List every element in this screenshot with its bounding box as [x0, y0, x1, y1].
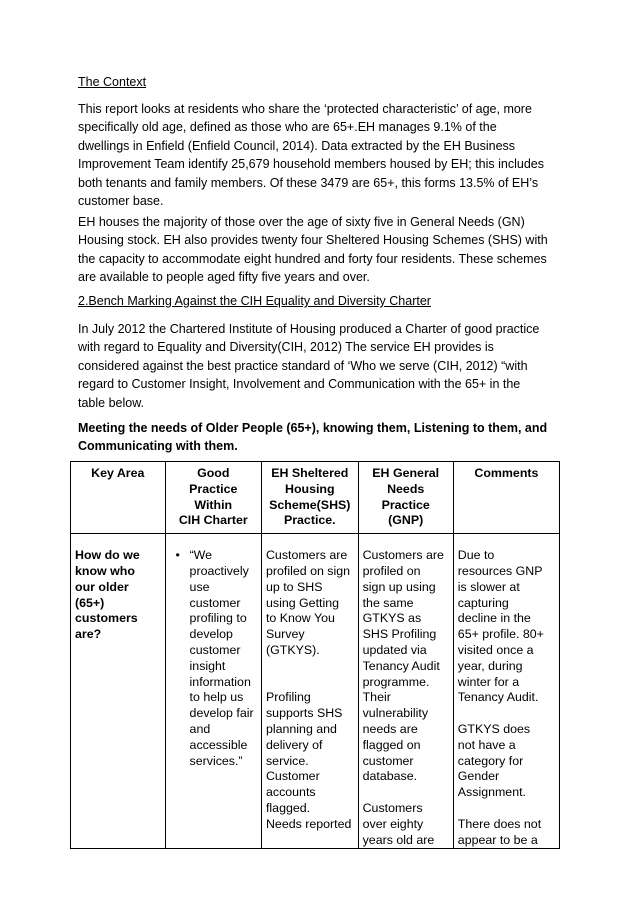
header-eh-general: [358, 462, 453, 534]
cell-line: know who: [75, 563, 135, 578]
cell-line: proactively: [189, 563, 249, 578]
cell-line: Gender: [457, 769, 500, 784]
cell-line: our older: [75, 579, 129, 594]
cell-line: to Know You: [265, 611, 335, 626]
cell-line: customers: [75, 611, 138, 626]
text-line: Meeting the needs of Older People (65+), knowing them, Listening to them, and: [78, 421, 548, 435]
cell-line: sign up using: [362, 579, 436, 594]
cell-good-practice: [165, 534, 261, 849]
cell-line: accessible: [189, 737, 248, 752]
section2-heading: 2.Bench Marking Against the CIH Equality and Diversity Charter: [78, 294, 431, 308]
header-line: EH Sheltered: [271, 466, 349, 480]
cell-comments: [453, 534, 559, 849]
cell-line: updated via: [362, 642, 427, 657]
cell-line: database.: [362, 769, 418, 784]
cell-line: SHS Profiling: [362, 627, 437, 642]
text-line: In July 2012 the Chartered Institute of Housing produced a Charter of good practice: [78, 322, 540, 336]
cell-line: not have a: [457, 737, 516, 752]
text-line: customer base.: [78, 194, 164, 209]
cell-line: Customer: [265, 769, 320, 784]
context-heading: The Context: [78, 75, 147, 89]
text-line: Communicating with them.: [78, 439, 238, 453]
header-line: EH General: [372, 466, 440, 480]
cell-line: Customers are: [265, 548, 348, 563]
header-line: Within: [194, 497, 233, 512]
paragraph-charter: [78, 320, 568, 412]
cell-line: using Getting: [265, 595, 339, 610]
cell-line: over eighty: [362, 816, 424, 831]
cell-line: There does not: [457, 816, 542, 831]
cell-line: to help us: [189, 690, 244, 705]
cell-line: services.”: [189, 753, 243, 768]
cell-line: decline in the: [457, 611, 531, 626]
text-line: This report looks at residents who share the ‘protected characteristic’ of age, more: [78, 102, 532, 116]
text-line: the capacity to accommodate eight hundred and forty four residents. These schemes: [78, 251, 547, 266]
cell-line: category for: [457, 753, 524, 768]
text-line: considered against the best practice standard of ‘Who we serve (CIH, 2012) “with: [78, 358, 528, 373]
header-eh-sheltered: [261, 462, 358, 534]
cell-line: customer: [189, 642, 241, 657]
cell-shs-practice: [261, 534, 358, 849]
cell-line: and: [189, 721, 211, 736]
header-line: Key Area: [91, 466, 145, 480]
header-line: Practice: [189, 481, 238, 496]
text-line: EH houses the majority of those over the age of sixty five in General Needs (GN): [78, 215, 525, 229]
cell-line: winter for a: [457, 674, 520, 689]
cell-line: supports SHS: [265, 706, 343, 721]
cell-line: “We: [189, 548, 213, 563]
cell-line: Their: [362, 690, 391, 705]
cell-line: Customers: [362, 800, 423, 815]
cell-line: is slower at: [457, 579, 520, 594]
cell-line: resources GNP: [457, 563, 543, 578]
blank-line: [458, 706, 555, 722]
cell-line: appear to be a: [457, 832, 538, 847]
cell-line: years old are: [362, 832, 435, 847]
cell-line: profiled on: [362, 563, 421, 578]
text-line: Improvement Team identify 25,679 household members housed by EH; this includes: [78, 157, 544, 172]
cell-line: GTKYS as: [362, 611, 422, 626]
cell-line: 65+ profile. 80+: [457, 627, 544, 642]
blank-line: [458, 801, 555, 817]
table-header-row: [71, 462, 560, 534]
cell-line: customer: [189, 595, 241, 610]
header-good-practice: [165, 462, 261, 534]
cell-line: Tenancy Audit: [362, 658, 440, 673]
cell-line: (GTKYS).: [265, 642, 320, 657]
cell-line: visited once a: [457, 642, 534, 657]
paragraph-context: [78, 100, 568, 210]
cell-line: profiling to: [189, 611, 247, 626]
header-line: Scheme(SHS): [269, 497, 351, 512]
cell-line: Profiling: [265, 690, 311, 705]
cell-gnp-practice: [358, 534, 453, 849]
cell-key-area: [71, 534, 166, 849]
cell-line: flagged on: [362, 737, 421, 752]
cell-line: delivery of: [265, 737, 323, 752]
cell-line: vulnerability: [362, 706, 429, 721]
cell-line: year, during: [457, 658, 523, 673]
header-line: CIH Charter: [178, 513, 248, 528]
cell-line: Tenancy Audit.: [457, 690, 539, 705]
cell-line: the same: [362, 595, 414, 610]
header-line: Housing: [285, 481, 335, 496]
bullet-item: [170, 548, 257, 769]
blank-line: [363, 785, 449, 801]
cell-line: flagged.: [265, 800, 311, 815]
header-line: Practice: [381, 497, 430, 512]
cell-line: service.: [265, 753, 309, 768]
cell-line: use: [189, 579, 210, 594]
text-line: Housing stock. EH also provides twenty four Sheltered Housing Schemes (SHS) with: [78, 233, 548, 248]
bullet-glyph: •: [175, 548, 180, 563]
cell-line: Survey: [265, 627, 305, 642]
cell-line: (65+): [75, 595, 105, 610]
bullet-text: [190, 548, 257, 769]
text-line: dwellings in Enfield (Enfield Council, 2014). Data extracted by the EH Business: [78, 138, 516, 153]
paragraph-housing: [78, 213, 568, 287]
cell-line: programme.: [362, 674, 430, 689]
cell-line: How do we: [75, 548, 140, 563]
text-line: both tenants and family members. Of these 3479 are 65+, this forms 13.5% of EH’s: [78, 175, 539, 190]
cell-line: GTKYS does: [457, 721, 531, 736]
cell-line: Needs reported: [265, 816, 352, 831]
cell-line: are?: [75, 627, 102, 642]
header-comments: [453, 462, 559, 534]
blank-line: [266, 659, 354, 675]
cell-line: information: [189, 674, 251, 689]
header-line: Practice.: [283, 513, 336, 528]
table-title: [78, 419, 568, 455]
text-line: regard to Customer Insight, Involvement and Communication with the 65+ in the: [78, 377, 521, 392]
text-line: table below.: [78, 395, 145, 410]
cell-line: profiled on sign: [265, 563, 351, 578]
header-line: (GNP): [388, 513, 424, 528]
cell-line: Due to: [457, 548, 495, 563]
cell-line: develop: [189, 627, 233, 642]
cell-line: capturing: [457, 595, 509, 610]
cell-line: Customers are: [362, 548, 444, 563]
header-line: Good: [197, 466, 230, 480]
header-line: Comments: [474, 466, 539, 480]
text-line: with regard to Equality and Diversity(CIH, 2012) The service EH provides is: [78, 340, 494, 355]
charter-table: [70, 461, 560, 849]
header-line: Needs: [387, 481, 425, 496]
table-row: [71, 534, 560, 849]
text-line: are available to people aged fifty five years and over.: [78, 270, 370, 285]
cell-line: up to SHS: [265, 579, 323, 594]
cell-line: Assignment.: [457, 785, 526, 800]
cell-line: needs are: [362, 721, 418, 736]
cell-line: develop fair: [189, 706, 254, 721]
blank-line: [266, 675, 354, 691]
cell-line: accounts: [265, 785, 316, 800]
cell-line: insight: [189, 658, 226, 673]
cell-line: customer: [362, 753, 414, 768]
cell-line: planning and: [265, 721, 337, 736]
text-line: specifically old age, defined as those who are 65+.EH manages 9.1% of the: [78, 120, 497, 135]
header-key-area: [71, 462, 166, 534]
